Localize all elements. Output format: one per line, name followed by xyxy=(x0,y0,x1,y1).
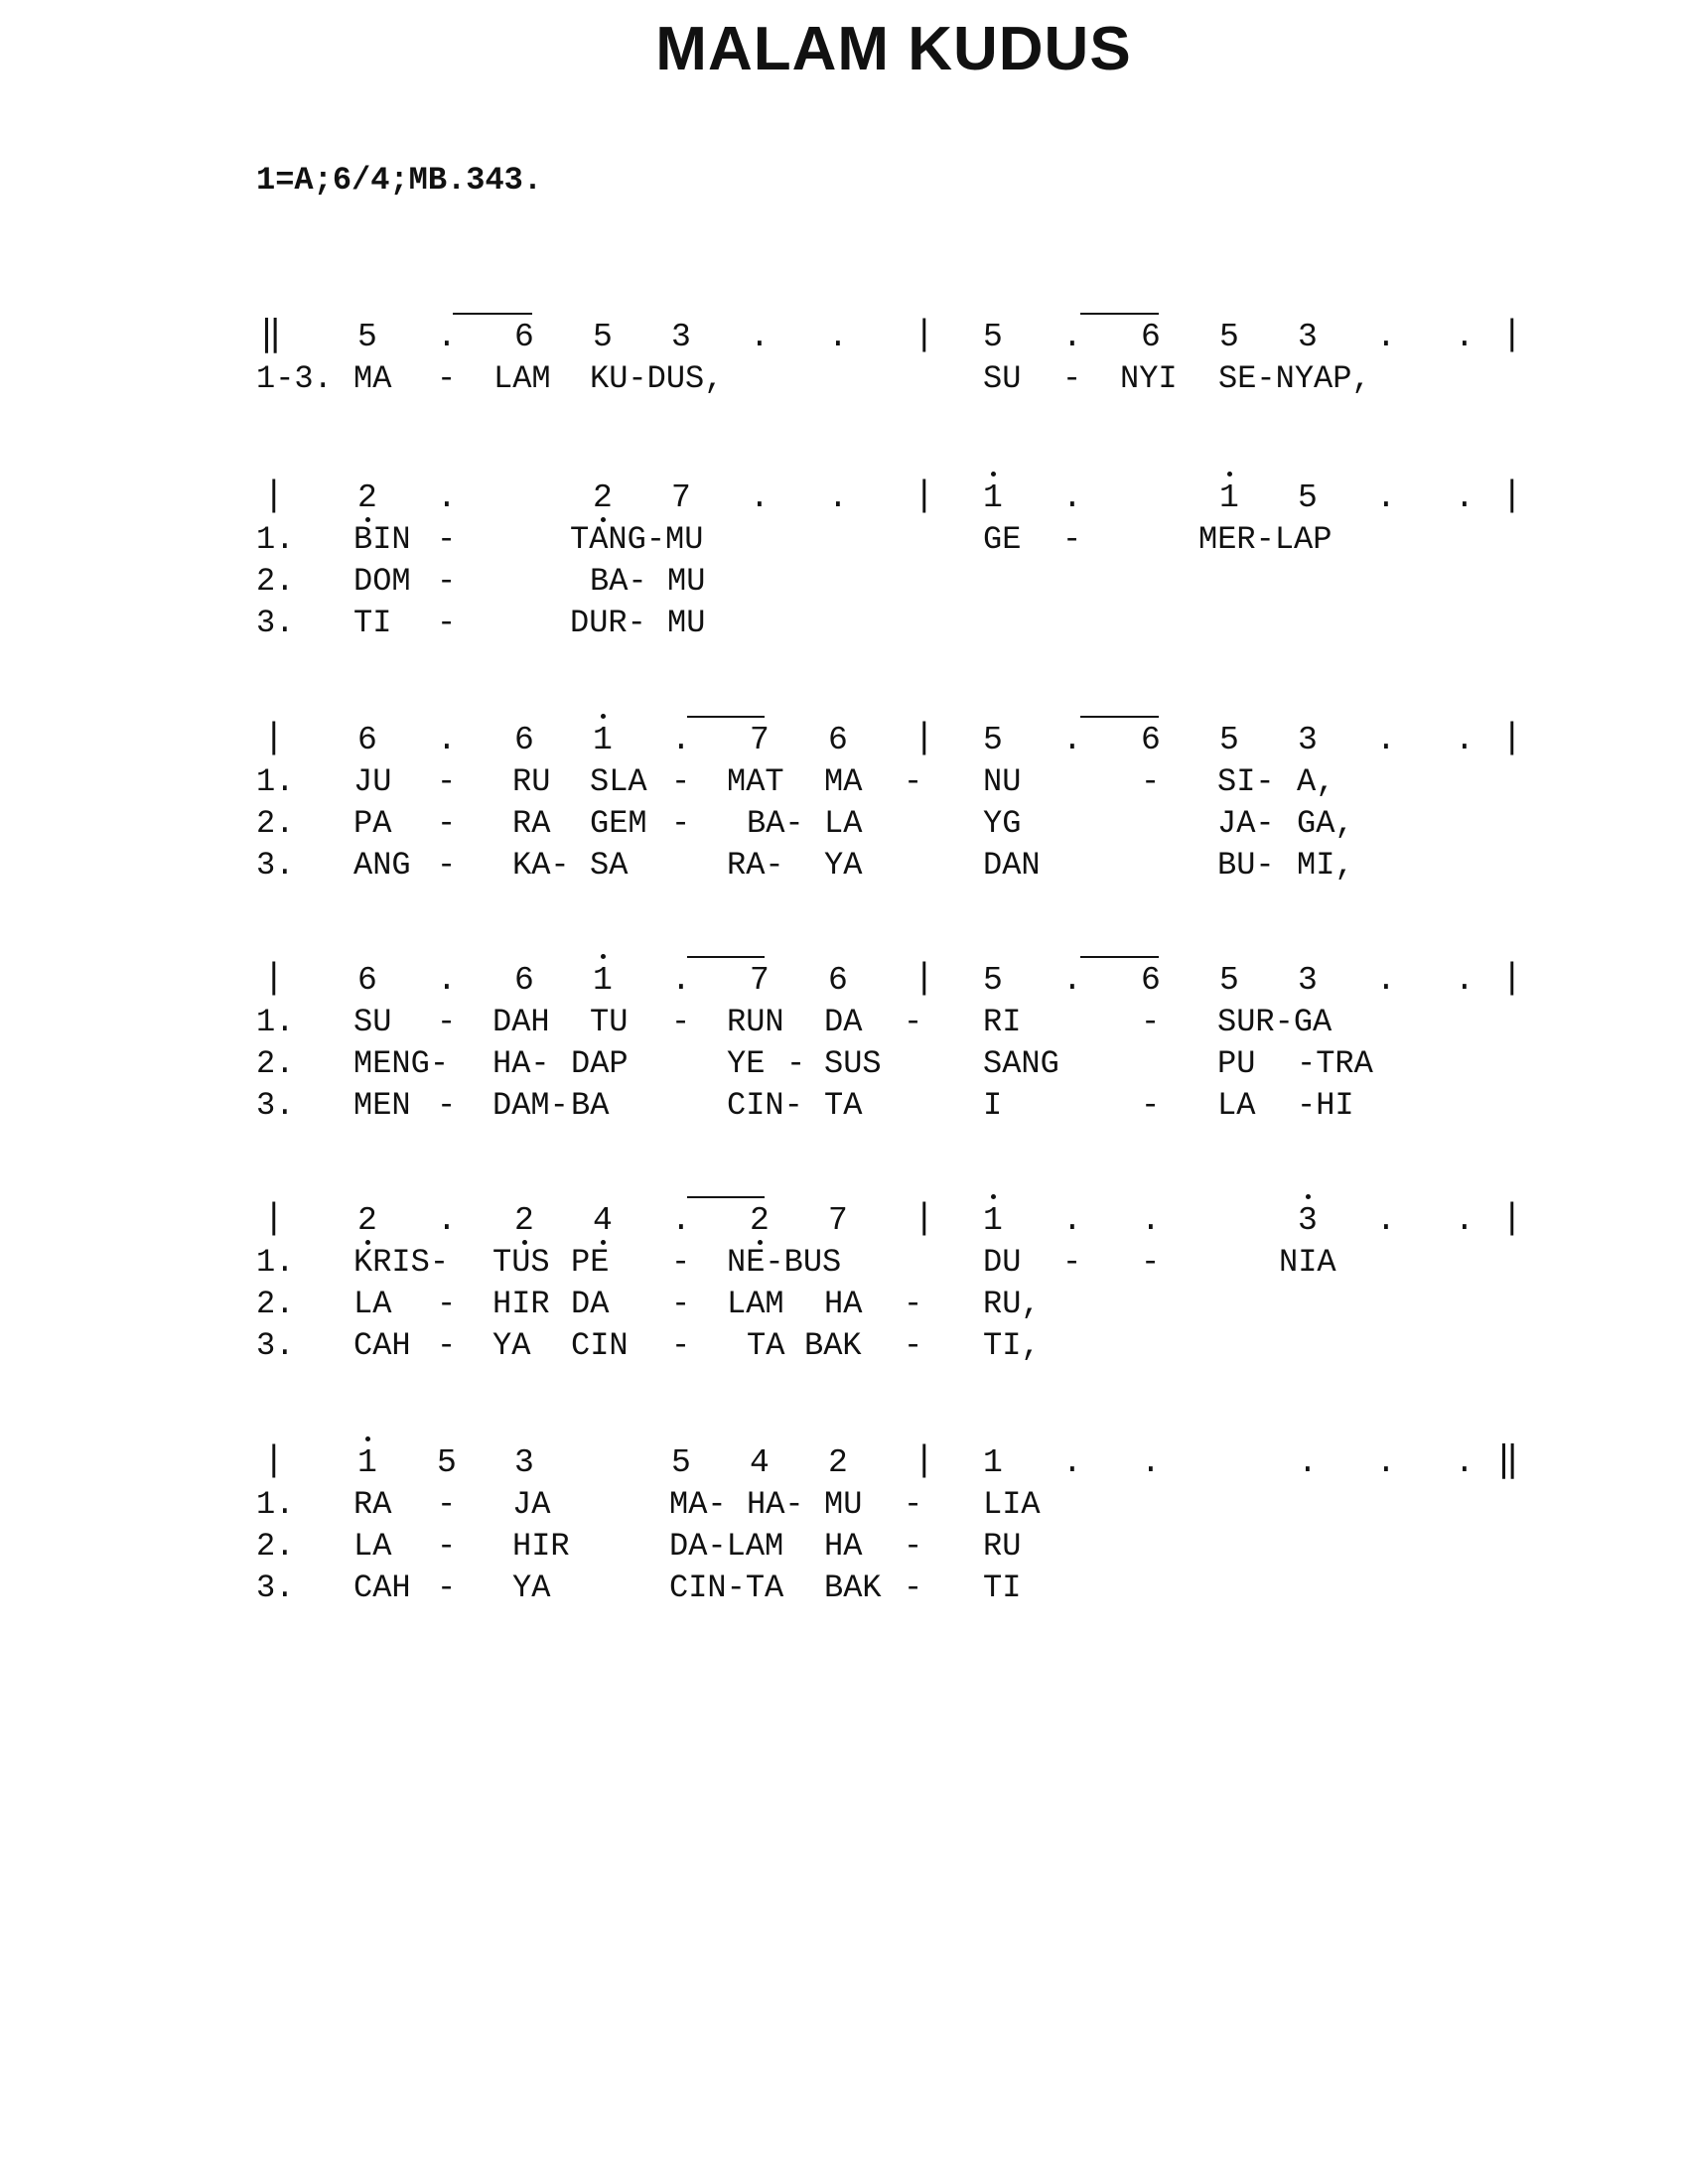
lyric-syllable: NIA xyxy=(1279,1244,1336,1281)
lyric-syllable: - xyxy=(904,1327,923,1364)
lyric-syllable: YE xyxy=(727,1045,766,1082)
lyric-syllable: TU xyxy=(590,1004,629,1040)
lyric-syllable: - xyxy=(437,1570,457,1606)
lyric-syllable: DAM- xyxy=(492,1087,569,1124)
lyric-syllable: - xyxy=(437,563,457,600)
barline: | xyxy=(263,718,285,758)
octave-up-dot xyxy=(365,1436,370,1441)
verse-number: 2. xyxy=(256,563,295,600)
lyric-syllable: RA xyxy=(512,805,551,842)
lyric-syllable: - xyxy=(437,805,457,842)
lyric-syllable: - xyxy=(904,1286,923,1322)
barline: ‖ xyxy=(260,315,282,355)
lyric-syllable: CAH xyxy=(353,1327,411,1364)
barline: | xyxy=(1501,476,1523,516)
lyric-syllable: CIN xyxy=(571,1327,629,1364)
lyric-syllable: KRIS- xyxy=(353,1244,450,1281)
verse-number: 3. xyxy=(256,1327,295,1364)
lyric-syllable: - xyxy=(1141,763,1161,800)
note: 6 xyxy=(514,962,534,999)
note: 1 xyxy=(983,1203,1003,1239)
lyric-syllable: NU xyxy=(983,763,1022,800)
lyric-syllable: - xyxy=(1141,1244,1161,1281)
rest-dot: . xyxy=(1376,1444,1396,1481)
note: 7 xyxy=(750,962,770,999)
lyric-syllable: TANG-MU xyxy=(570,521,704,558)
rest-dot: . xyxy=(1062,1202,1082,1239)
note: 2 xyxy=(357,480,377,516)
note: 1 xyxy=(1219,480,1239,516)
lyric-syllable: - xyxy=(671,1286,691,1322)
verse-number: 1. xyxy=(256,1244,295,1281)
barline: | xyxy=(263,1440,285,1481)
rest-dot: . xyxy=(1298,1444,1318,1481)
note: 6 xyxy=(828,962,848,999)
note: 1 xyxy=(357,1445,377,1481)
note: 5 xyxy=(593,319,613,355)
beam-line xyxy=(1080,313,1159,315)
barline: | xyxy=(263,958,285,999)
note: 6 xyxy=(514,722,534,758)
lyric-syllable: MA xyxy=(824,763,863,800)
lyric-syllable: - xyxy=(1062,1244,1082,1281)
lyric-syllable: YA xyxy=(492,1327,531,1364)
lyric-syllable: CAH xyxy=(353,1570,411,1606)
lyric-syllable: RA xyxy=(353,1486,392,1523)
lyric-syllable: - xyxy=(671,763,691,800)
lyric-syllable: SANG xyxy=(983,1045,1059,1082)
rest-dot: . xyxy=(437,722,457,758)
lyric-syllable: - xyxy=(904,1570,923,1606)
note: 2 xyxy=(357,1203,377,1239)
rest-dot: . xyxy=(1455,1202,1474,1239)
verse-number: 3. xyxy=(256,1570,295,1606)
lyric-syllable: DUR- xyxy=(570,605,646,641)
note: 6 xyxy=(1141,962,1161,999)
lyric-syllable: NE-BUS xyxy=(727,1244,842,1281)
lyric-syllable: DA-LAM xyxy=(669,1528,784,1565)
note: 6 xyxy=(357,722,377,758)
note: 5 xyxy=(671,1444,691,1481)
rest-dot: . xyxy=(1455,962,1474,999)
lyric-syllable: TI, xyxy=(983,1327,1041,1364)
verse-number: 2. xyxy=(256,1045,295,1082)
lyric-syllable: SE-NYAP, xyxy=(1218,360,1371,397)
lyric-syllable: MA- xyxy=(669,1486,727,1523)
rest-dot: . xyxy=(1376,479,1396,516)
lyric-syllable: -HI xyxy=(1297,1087,1354,1124)
barline: | xyxy=(263,1198,285,1239)
rest-dot: . xyxy=(437,479,457,516)
verse-number: 1. xyxy=(256,1004,295,1040)
rest-dot: . xyxy=(437,962,457,999)
lyric-syllable: BAK xyxy=(804,1327,862,1364)
lyric-syllable: - xyxy=(437,1528,457,1565)
lyric-syllable: - xyxy=(1062,521,1082,558)
barline: | xyxy=(913,1198,935,1239)
lyric-syllable: YA xyxy=(512,1570,551,1606)
verse-number: 1. xyxy=(256,763,295,800)
lyric-syllable: BA xyxy=(571,1087,610,1124)
beam-line xyxy=(1080,956,1159,958)
note: 5 xyxy=(1219,722,1239,758)
note: 5 xyxy=(983,962,1003,999)
lyric-syllable: - xyxy=(437,763,457,800)
lyric-syllable: - xyxy=(437,1327,457,1364)
lyric-syllable: HA- xyxy=(747,1486,804,1523)
lyric-syllable: - xyxy=(437,1486,457,1523)
note: 5 xyxy=(1298,479,1318,516)
rest-dot: . xyxy=(750,479,770,516)
octave-up-dot xyxy=(1306,1194,1311,1199)
lyric-syllable: HA xyxy=(824,1286,863,1322)
note: 2 xyxy=(750,1203,770,1239)
lyric-syllable: I xyxy=(983,1087,1003,1124)
barline: | xyxy=(1501,315,1523,355)
lyric-syllable: - xyxy=(1062,360,1082,397)
note: 5 xyxy=(437,1444,457,1481)
note: 6 xyxy=(357,962,377,999)
lyric-syllable: TI xyxy=(983,1570,1022,1606)
lyric-syllable: RI xyxy=(983,1004,1022,1040)
rest-dot: . xyxy=(1062,722,1082,758)
rest-dot: . xyxy=(828,479,848,516)
lyric-syllable: RU xyxy=(512,763,551,800)
barline: | xyxy=(263,476,285,516)
rest-dot: . xyxy=(1455,319,1474,355)
lyric-syllable: PA xyxy=(353,805,392,842)
key-signature: 1=A;6/4;MB.343. xyxy=(256,162,543,199)
lyric-syllable: DOM xyxy=(353,563,411,600)
lyric-syllable: GE xyxy=(983,521,1022,558)
lyric-syllable: ANG xyxy=(353,847,411,884)
lyric-syllable: HIR xyxy=(492,1286,550,1322)
lyric-syllable: JA xyxy=(512,1486,551,1523)
lyric-syllable: MA xyxy=(353,360,392,397)
verse-number: 2. xyxy=(256,1528,295,1565)
lyric-syllable: SU xyxy=(353,1004,392,1040)
lyric-syllable: RU, xyxy=(983,1286,1041,1322)
rest-dot: . xyxy=(1455,722,1474,758)
rest-dot: . xyxy=(437,1202,457,1239)
lyric-syllable: DAP xyxy=(571,1045,629,1082)
lyric-syllable: CIN-TA xyxy=(669,1570,784,1606)
lyric-syllable: JU xyxy=(353,763,392,800)
lyric-syllable: - xyxy=(437,605,457,641)
lyric-syllable: BA- xyxy=(590,563,647,600)
note: 7 xyxy=(828,1202,848,1239)
note: 3 xyxy=(1298,1203,1318,1239)
octave-up-dot xyxy=(991,1194,996,1199)
lyric-syllable: KU-DUS, xyxy=(590,360,724,397)
rest-dot: . xyxy=(750,319,770,355)
lyric-syllable: - xyxy=(786,1045,806,1082)
beam-line xyxy=(1080,716,1159,718)
lyric-syllable: SUR-GA xyxy=(1217,1004,1333,1040)
rest-dot: . xyxy=(1062,962,1082,999)
lyric-syllable: SU xyxy=(983,360,1022,397)
barline: | xyxy=(1501,958,1523,999)
note: 3 xyxy=(1298,319,1318,355)
lyric-syllable: YG xyxy=(983,805,1022,842)
lyric-syllable: BU- xyxy=(1217,847,1275,884)
lyric-syllable: LAM xyxy=(493,360,551,397)
verse-number: 3. xyxy=(256,605,295,641)
note: 1 xyxy=(983,480,1003,516)
song-title: MALAM KUDUS xyxy=(655,15,1132,83)
beam-line xyxy=(453,313,532,315)
lyric-syllable: MI, xyxy=(1297,847,1354,884)
lyric-syllable: BIN xyxy=(353,521,411,558)
lyric-syllable: PU xyxy=(1217,1045,1256,1082)
beam-line xyxy=(687,1196,765,1198)
rest-dot: . xyxy=(1141,1444,1161,1481)
note: 7 xyxy=(671,479,691,516)
lyric-syllable: - xyxy=(904,763,923,800)
barline: | xyxy=(913,958,935,999)
lyric-syllable: MU xyxy=(824,1486,863,1523)
barline: | xyxy=(913,718,935,758)
lyric-syllable: LA xyxy=(353,1286,392,1322)
lyric-syllable: - xyxy=(437,847,457,884)
rest-dot: . xyxy=(1141,1202,1161,1239)
octave-up-dot xyxy=(1227,472,1232,477)
lyric-syllable: DA xyxy=(571,1286,610,1322)
lyric-syllable: TI xyxy=(353,605,392,641)
note: 5 xyxy=(1219,319,1239,355)
verse-number: 1-3. xyxy=(256,360,333,397)
note: 6 xyxy=(1141,722,1161,758)
note: 7 xyxy=(750,722,770,758)
beam-line xyxy=(687,956,765,958)
lyric-syllable: MU xyxy=(667,563,706,600)
note: 2 xyxy=(514,1203,534,1239)
lyric-syllable: GA, xyxy=(1297,805,1354,842)
lyric-syllable: LA xyxy=(824,805,863,842)
note: 1 xyxy=(593,723,613,758)
note: 4 xyxy=(750,1444,770,1481)
lyric-syllable: LIA xyxy=(983,1486,1041,1523)
rest-dot: . xyxy=(828,319,848,355)
lyric-syllable: - xyxy=(437,521,457,558)
lyric-syllable: KA- xyxy=(512,847,570,884)
lyric-syllable: DAN xyxy=(983,847,1041,884)
barline: ‖ xyxy=(1497,1440,1519,1481)
lyric-syllable: GEM xyxy=(590,805,647,842)
lyric-syllable: RUN xyxy=(727,1004,784,1040)
note: 3 xyxy=(514,1444,534,1481)
octave-up-dot xyxy=(601,714,606,719)
lyric-syllable: MER-LAP xyxy=(1198,521,1333,558)
verse-number: 1. xyxy=(256,521,295,558)
barline: | xyxy=(913,476,935,516)
lyric-syllable: SA xyxy=(590,847,629,884)
rest-dot: . xyxy=(437,319,457,355)
rest-dot: . xyxy=(671,722,691,758)
lyric-syllable: HA- xyxy=(492,1045,550,1082)
lyric-syllable: PE xyxy=(571,1244,610,1281)
rest-dot: . xyxy=(1376,1202,1396,1239)
note: 5 xyxy=(983,319,1003,355)
note: 5 xyxy=(1219,962,1239,999)
lyric-syllable: MAT xyxy=(727,763,784,800)
barline: | xyxy=(913,315,935,355)
rest-dot: . xyxy=(1455,1444,1474,1481)
lyric-syllable: DA xyxy=(824,1004,863,1040)
rest-dot: . xyxy=(1376,319,1396,355)
lyric-syllable: SLA xyxy=(590,763,647,800)
lyric-syllable: - xyxy=(904,1004,923,1040)
lyric-syllable: - xyxy=(671,1327,691,1364)
rest-dot: . xyxy=(1376,722,1396,758)
lyric-syllable: TA xyxy=(824,1087,863,1124)
lyric-syllable: NYI xyxy=(1120,360,1178,397)
lyric-syllable: - xyxy=(1141,1087,1161,1124)
lyric-syllable: SUS xyxy=(824,1045,882,1082)
lyric-syllable: - xyxy=(437,1286,457,1322)
note: 2 xyxy=(593,480,613,516)
verse-number: 1. xyxy=(256,1486,295,1523)
rest-dot: . xyxy=(671,1202,691,1239)
octave-up-dot xyxy=(601,954,606,959)
lyric-syllable: MU xyxy=(667,605,706,641)
verse-number: 2. xyxy=(256,1286,295,1322)
note: 2 xyxy=(828,1444,848,1481)
lyric-syllable: HIR xyxy=(512,1528,570,1565)
lyric-syllable: RU xyxy=(983,1528,1022,1565)
lyric-syllable: A, xyxy=(1297,763,1335,800)
note: 5 xyxy=(357,319,377,355)
lyric-syllable: LA xyxy=(353,1528,392,1565)
verse-number: 3. xyxy=(256,847,295,884)
note: 3 xyxy=(671,319,691,355)
lyric-syllable: - xyxy=(437,360,457,397)
rest-dot: . xyxy=(1376,962,1396,999)
lyric-syllable: JA- xyxy=(1217,805,1275,842)
lyric-syllable: HA xyxy=(824,1528,863,1565)
note: 1 xyxy=(983,1444,1003,1481)
lyric-syllable: - xyxy=(904,1528,923,1565)
barline: | xyxy=(913,1440,935,1481)
note: 5 xyxy=(983,722,1003,758)
note: 6 xyxy=(828,722,848,758)
lyric-syllable: - xyxy=(671,1004,691,1040)
lyric-syllable: LA xyxy=(1217,1087,1256,1124)
lyric-syllable: -TRA xyxy=(1297,1045,1373,1082)
rest-dot: . xyxy=(1062,479,1082,516)
lyric-syllable: TA xyxy=(747,1327,785,1364)
lyric-syllable: RA- xyxy=(727,847,784,884)
lyric-syllable: BAK xyxy=(824,1570,882,1606)
lyric-syllable: - xyxy=(1141,1004,1161,1040)
lyric-syllable: MEN xyxy=(353,1087,411,1124)
lyric-syllable: - xyxy=(671,1244,691,1281)
lyric-syllable: MENG- xyxy=(353,1045,450,1082)
lyric-syllable: DU xyxy=(983,1244,1022,1281)
lyric-syllable: BA- xyxy=(747,805,804,842)
octave-up-dot xyxy=(991,472,996,477)
lyric-syllable: TUS xyxy=(492,1244,550,1281)
lyric-syllable: - xyxy=(904,1486,923,1523)
lyric-syllable: - xyxy=(671,805,691,842)
lyric-syllable: LAM xyxy=(727,1286,784,1322)
note: 4 xyxy=(593,1203,613,1239)
barline: | xyxy=(1501,1198,1523,1239)
note: 1 xyxy=(593,963,613,999)
lyric-syllable: - xyxy=(437,1004,457,1040)
rest-dot: . xyxy=(1062,1444,1082,1481)
rest-dot: . xyxy=(1062,319,1082,355)
lyric-syllable: CIN- xyxy=(727,1087,803,1124)
rest-dot: . xyxy=(671,962,691,999)
lyric-syllable: SI- xyxy=(1217,763,1275,800)
note: 3 xyxy=(1298,722,1318,758)
barline: | xyxy=(1501,718,1523,758)
lyric-syllable: YA xyxy=(824,847,863,884)
rest-dot: . xyxy=(1455,479,1474,516)
lyric-syllable: DAH xyxy=(492,1004,550,1040)
verse-number: 3. xyxy=(256,1087,295,1124)
verse-number: 2. xyxy=(256,805,295,842)
note: 6 xyxy=(514,319,534,355)
lyric-syllable: - xyxy=(437,1087,457,1124)
beam-line xyxy=(687,716,765,718)
note: 6 xyxy=(1141,319,1161,355)
note: 3 xyxy=(1298,962,1318,999)
